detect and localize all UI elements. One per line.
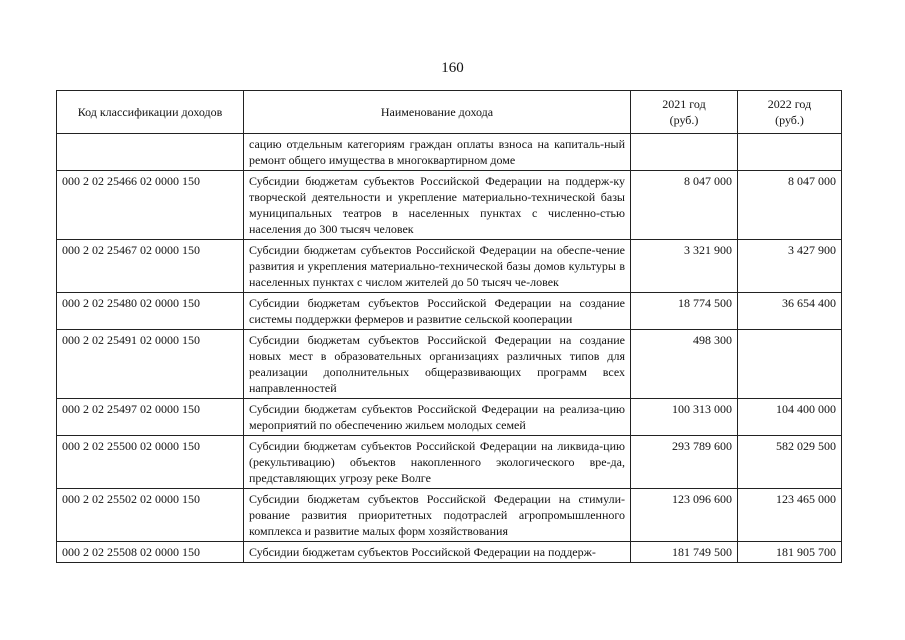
row-code (57, 134, 244, 171)
row-code: 000 2 02 25467 02 0000 150 (57, 240, 244, 293)
table-row (57, 489, 842, 542)
row-amount-2022: 123 465 000 (738, 489, 842, 542)
row-amount-2022: 3 427 900 (738, 240, 842, 293)
header-year-2022-unit: (руб.) (775, 113, 804, 127)
row-amount-2021 (631, 134, 738, 171)
row-amount-2022: 582 029 500 (738, 436, 842, 489)
table-row (57, 171, 842, 240)
row-amount-2021: 18 774 500 (631, 293, 738, 330)
page-number: 160 (441, 60, 464, 76)
row-code: 000 2 02 25500 02 0000 150 (57, 436, 244, 489)
row-name: Субсидии бюджетам субъектов Российской Федерации на реализа-цию мероприятий по обеспечению жильем молодых семей (244, 399, 631, 436)
table-row (57, 542, 842, 563)
row-amount-2022 (738, 134, 842, 171)
table-row (57, 240, 842, 293)
row-name: Субсидии бюджетам субъектов Российской Федерации на создание новых мест в образовательных организациях различных типов для реализации дополнительных общеразвивающих программ всех направленностей (244, 330, 631, 399)
row-amount-2021: 123 096 600 (631, 489, 738, 542)
header-year-2022-label: 2022 год (767, 97, 812, 111)
row-name: сацию отдельным категориям граждан оплаты взноса на капиталь-ный ремонт общего имущества в многоквартирном доме (244, 134, 631, 171)
row-amount-2021: 293 789 600 (631, 436, 738, 489)
row-amount-2021: 8 047 000 (631, 171, 738, 240)
income-table (56, 90, 842, 563)
header-year-2021 (631, 91, 738, 134)
row-amount-2022: 181 905 700 (738, 542, 842, 563)
table-row (57, 399, 842, 436)
row-code: 000 2 02 25491 02 0000 150 (57, 330, 244, 399)
row-amount-2021: 100 313 000 (631, 399, 738, 436)
header-name: Наименование дохода (244, 91, 631, 134)
row-name: Субсидии бюджетам субъектов Российской Федерации на ликвида-цию (рекультивацию) объектов накопленного экологического вре-да, представляющих угрозу реке Волге (244, 436, 631, 489)
row-code: 000 2 02 25466 02 0000 150 (57, 171, 244, 240)
row-name: Субсидии бюджетам субъектов Российской Федерации на поддерж- (244, 542, 631, 563)
table-row (57, 134, 842, 171)
row-code: 000 2 02 25497 02 0000 150 (57, 399, 244, 436)
row-amount-2022 (738, 330, 842, 399)
row-code: 000 2 02 25480 02 0000 150 (57, 293, 244, 330)
table-row (57, 436, 842, 489)
row-name: Субсидии бюджетам субъектов Российской Федерации на обеспе-чение развития и укрепления материально-технической базы домов культуры в населенных пунктах с числом жителей до 50 тысяч че-ловек (244, 240, 631, 293)
row-amount-2022: 36 654 400 (738, 293, 842, 330)
header-year-2021-label: 2021 год (662, 97, 706, 111)
header-year-2022 (738, 91, 842, 134)
row-amount-2022: 104 400 000 (738, 399, 842, 436)
row-code: 000 2 02 25508 02 0000 150 (57, 542, 244, 563)
header-year-2021-unit: (руб.) (669, 113, 699, 127)
row-amount-2021: 3 321 900 (631, 240, 738, 293)
header-code: Код классификации доходов (57, 91, 244, 134)
table-header-row (57, 91, 842, 134)
row-amount-2021: 181 749 500 (631, 542, 738, 563)
row-name: Субсидии бюджетам субъектов Российской Федерации на поддерж-ку творческой деятельности и укрепление материально-технической базы муниципальных театров в населенных пунктах с численно-стью населения до 300 тысяч человек (244, 171, 631, 240)
row-name: Субсидии бюджетам субъектов Российской Федерации на стимули-рование развития приоритетных подотраслей агропромышленного комплекса и развитие малых форм хозяйствования (244, 489, 631, 542)
row-name: Субсидии бюджетам субъектов Российской Федерации на создание системы поддержки фермеров и развитие сельской кооперации (244, 293, 631, 330)
table-row (57, 293, 842, 330)
row-code: 000 2 02 25502 02 0000 150 (57, 489, 244, 542)
row-amount-2021: 498 300 (631, 330, 738, 399)
table-row (57, 330, 842, 399)
row-amount-2022: 8 047 000 (738, 171, 842, 240)
